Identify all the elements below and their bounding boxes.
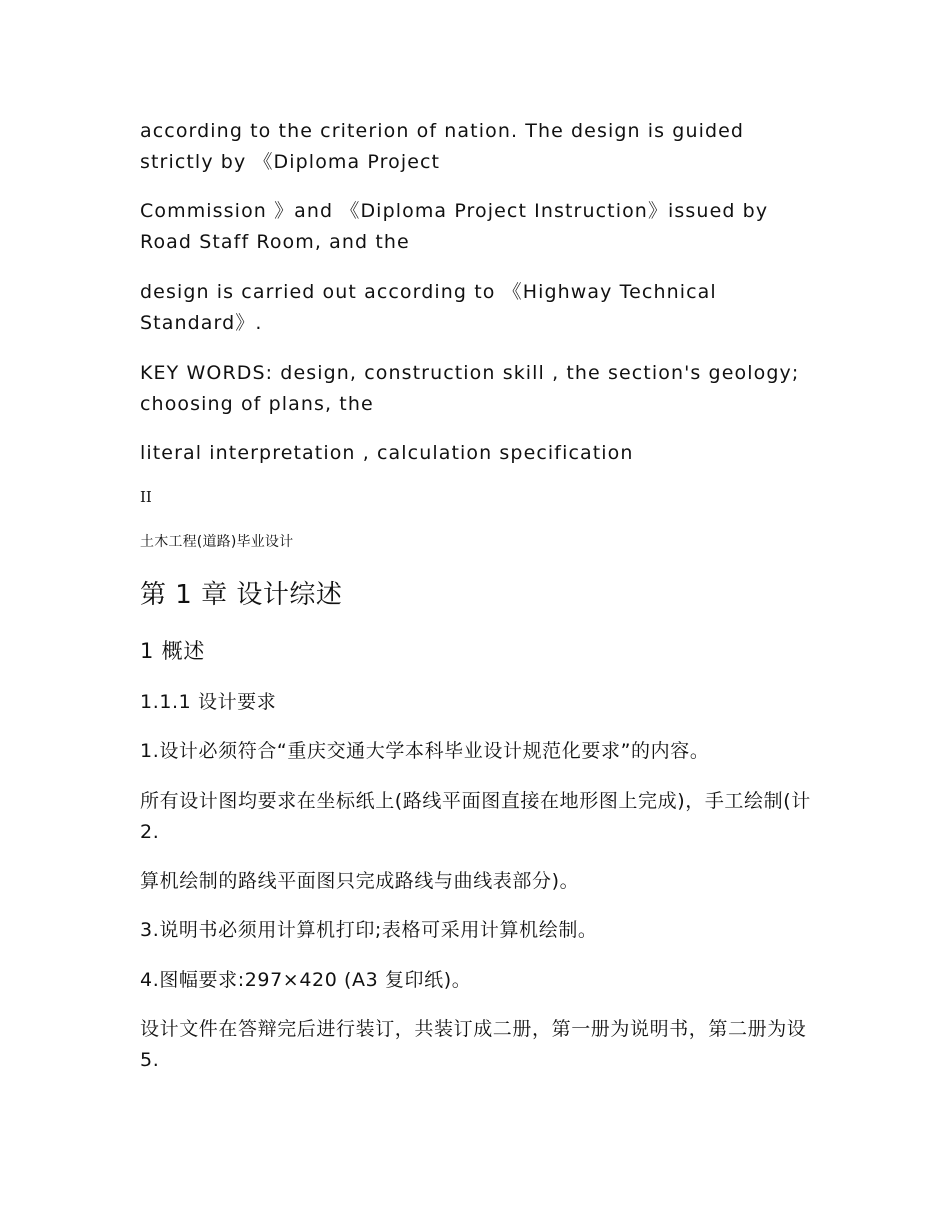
- abstract-paragraph-1: according to the criterion of nation. The design is guided strictly by 《Diploma Project: [140, 120, 745, 173]
- subsection-title: 1.1.1 设计要求: [140, 691, 277, 713]
- requirement-item-5: 设计文件在答辩完后进行装订，共装订成二册，第一册为说明书，第二册为设 5.: [140, 1018, 807, 1071]
- requirement-item-3: 3.说明书必须用计算机打印;表格可采用计算机绘制。: [140, 919, 598, 941]
- abstract-paragraph-2: Commission 》and 《Diploma Project Instruction》issued by Road Staff Room, and the: [140, 200, 769, 253]
- abstract-paragraph-3: design is carried out according to 《Highway Technical Standard》.: [140, 281, 717, 334]
- chapter-title: 第 1 章 设计综述: [140, 580, 343, 610]
- requirement-item-4: 4.图幅要求:297×420 (A3 复印纸)。: [140, 969, 472, 991]
- requirement-item-1: 1.设计必须符合“重庆交通大学本科毕业设计规范化要求”的内容。: [140, 740, 710, 762]
- page-number: II: [140, 488, 152, 506]
- requirement-item-2b: 算机绘制的路线平面图只完成路线与曲线表部分)。: [140, 870, 580, 892]
- requirement-item-2a: 所有设计图均要求在坐标纸上(路线平面图直接在地形图上完成)，手工绘制(计 2.: [140, 790, 811, 843]
- keywords-line-2: literal interpretation , calculation specification: [140, 442, 634, 464]
- section-title: 1 概述: [140, 639, 206, 663]
- running-header: 土木工程(道路)毕业设计: [140, 534, 294, 550]
- keywords-line-1: KEY WORDS: design, construction skill , the section's geology; choosing of plans, the: [140, 362, 800, 415]
